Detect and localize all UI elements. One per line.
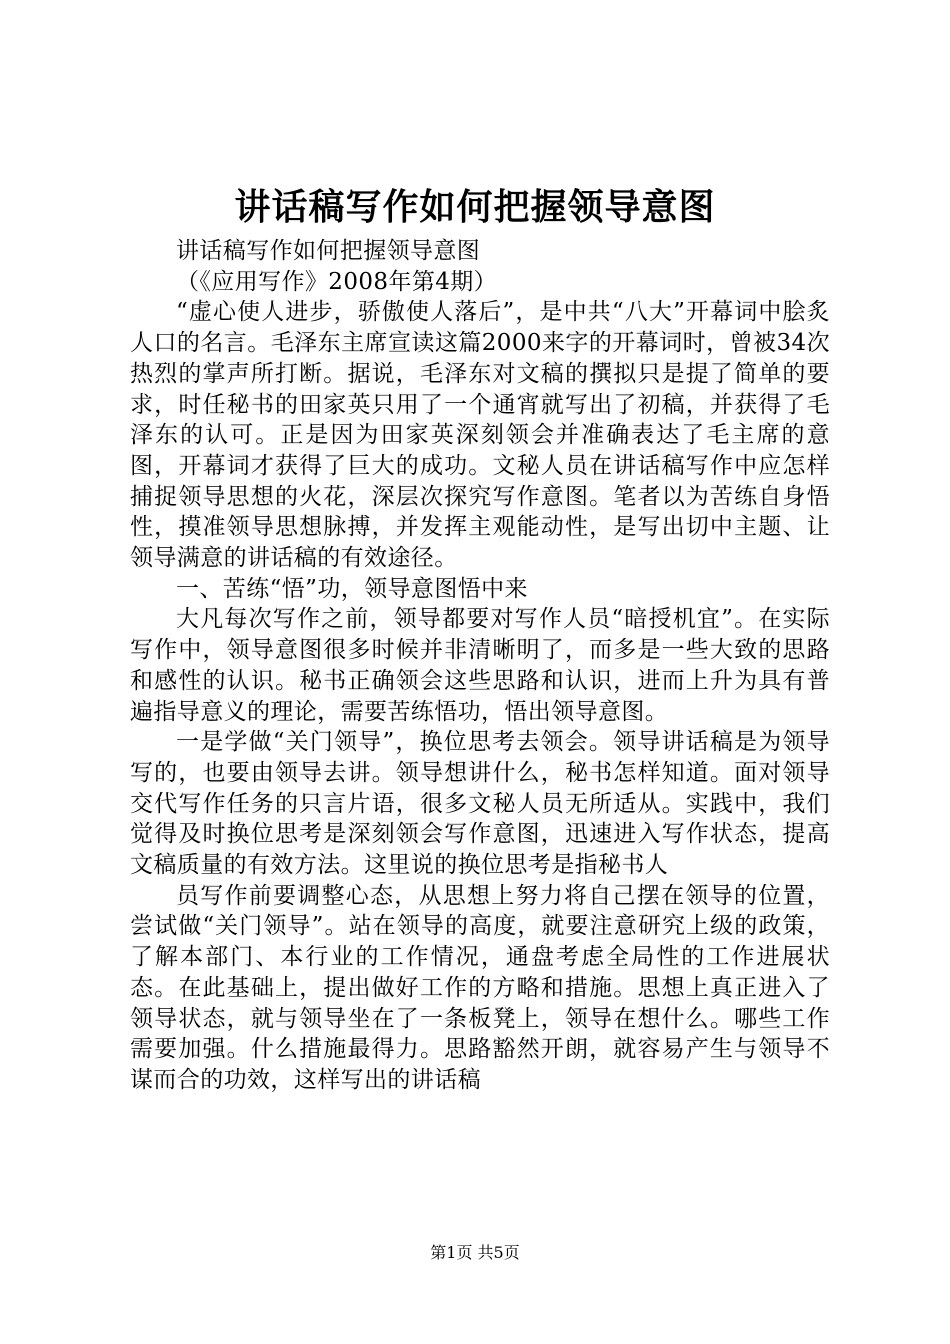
- page-number: 第1页 共5页: [430, 1243, 520, 1262]
- paragraph-source: （《应用写作》2008年第4期）: [176, 268, 498, 295]
- paragraph-subtitle: 讲话稿写作如何把握领导意图: [176, 238, 481, 264]
- document-body: [130, 236, 830, 1096]
- paragraph: 一是学做“关门领导”，换位思考去领会。领导讲话稿是为领导写的，也要由领导去讲。领导想讲什么，秘书怎样知道。面对领导交代写作任务的只言片语，很多文秘人员无所适从。实践中，我们觉得及时换位思考是深刻领会写作意图，迅速进入写作状态，提高文稿质量的有效方法。这里说的换位思考是指秘书人: [130, 729, 830, 879]
- section-heading: 一、苦练“悟”功，领导意图悟中来: [176, 575, 528, 602]
- document-title: 讲话稿写作如何把握领导意图: [234, 186, 716, 228]
- paragraph: 大凡每次写作之前，领导都要对写作人员“暗授机宜”。在实际写作中，领导意图很多时候并非清晰明了，而多是一些大致的思路和感性的认识。秘书正确领会这些思路和认识，进而上升为具有普遍指导意义的理论，需要苦练悟功，悟出领导意图。: [130, 606, 830, 725]
- paragraph-intro: “虚心使人进步，骄傲使人落后”，是中共“八大”开幕词中脍炙人口的名言。毛泽东主席宣读这篇2000来字的开幕词时，曾被34次热烈的掌声所打断。据说，毛泽东对文稿的撰拟只是提了简单的要求，时任秘书的田家英只用了一个通宵就写出了初稿，并获得了毛泽东的认可。正是因为田家英深刻领会并准确表达了毛主席的意图，开幕词才获得了巨大的成功。文秘人员在讲话稿写作中应怎样捕捉领导思想的火花，深层次探究写作意图。笔者以为苦练自身悟性，摸准领导思想脉搏，并发挥主观能动性，是写出切中主题、让领导满意的讲话稿的有效途径。: [130, 299, 830, 572]
- paragraph: 员写作前要调整心态，从思想上努力将自己摆在领导的位置，尝试做“关门领导”。站在领导的高度，就要注意研究上级的政策，了解本部门、本行业的工作情况，通盘考虑全局性的工作进展状态。在此基础上，提出做好工作的方略和措施。思想上真正进入了领导状态，就与领导坐在了一条板凳上，领导在想什么。哪些工作需要加强。什么措施最得力。思路豁然开朗，就容易产生与领导不谋而合的功效，这样写出的讲话稿: [130, 882, 830, 1093]
